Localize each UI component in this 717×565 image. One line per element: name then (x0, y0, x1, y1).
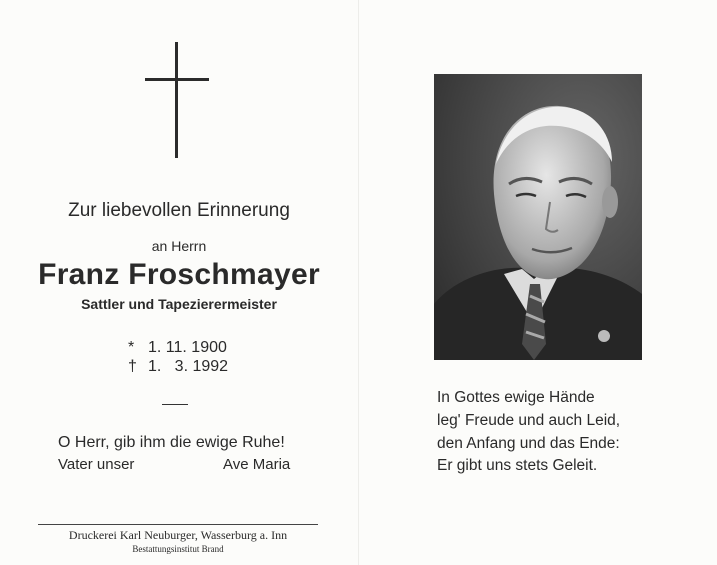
portrait-photo (434, 74, 642, 360)
funeral-home-credit: Bestattungsinstitut Brand (132, 544, 224, 554)
birth-symbol: * (128, 339, 135, 356)
prayer-ave-maria: Ave Maria (223, 456, 291, 473)
prayer-line: O Herr, gib ihm die ewige Ruhe! (58, 434, 285, 451)
separator-line (162, 404, 188, 405)
deceased-name: Franz Froschmayer (38, 258, 320, 291)
intro-text: Zur liebevollen Erinnerung (68, 200, 290, 221)
cross-icon (145, 42, 209, 158)
printer-credit: Druckerei Karl Neuburger, Wasserburg a. Inn (68, 528, 288, 542)
poem-line-1: In Gottes ewige Hände (437, 389, 595, 406)
portrait-image (434, 74, 642, 360)
salutation: an Herrn (151, 238, 207, 254)
birth-date: 1. 11. 1900 (148, 339, 227, 356)
poem-line-4: Er gibt uns stets Geleit. (437, 457, 598, 474)
card-fold (358, 0, 359, 565)
death-date: 1. 3. 1992 (148, 358, 229, 375)
poem-line-3: den Anfang und das Ende: (437, 435, 620, 452)
footer-rule (38, 524, 318, 525)
prayer-vater-unser: Vater unser (58, 456, 135, 473)
death-symbol: † (128, 358, 137, 375)
profession: Sattler und Tapezierermeister (81, 296, 277, 312)
poem-line-2: leg' Freude und auch Leid, (437, 412, 621, 429)
